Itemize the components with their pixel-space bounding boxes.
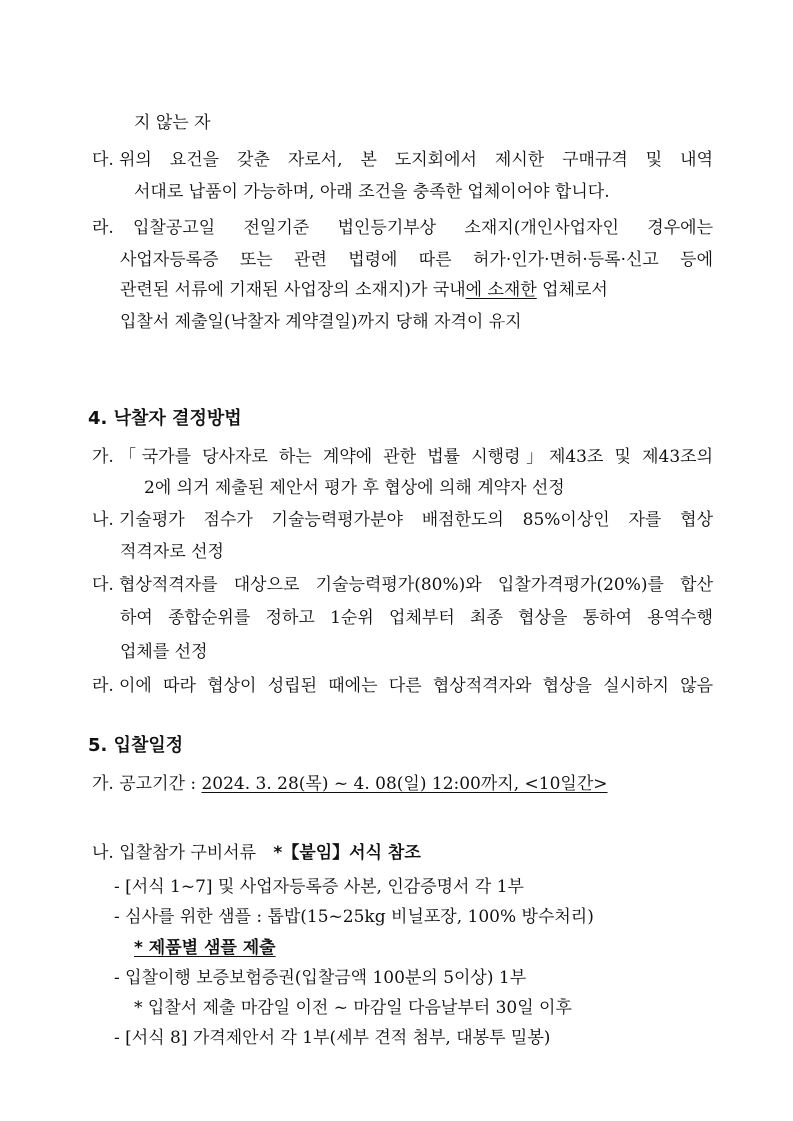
s4-marker-ga: 가. <box>92 447 114 467</box>
s5-doc-4: - [서식 8] 가격제안서 각 1부(세부 견적 첨부, 대봉투 밀봉) <box>114 1028 551 1048</box>
s4-ra-line1: 이에 따라 협상이 성립된 때에는 다른 협상적격자와 협상을 실시하지 않음 <box>119 676 713 696</box>
s4-da-line3: 업체를 선정 <box>120 642 208 662</box>
section5-title: 5. 입찰일정 <box>88 735 184 756</box>
s4-ga-line2: 2에 의거 제출된 제안서 평가 후 협상에 의해 계약자 선정 <box>144 478 565 498</box>
s5-doc-3: - 입찰이행 보증보험증권(입찰금액 100분의 5이상) 1부 <box>114 968 527 988</box>
s5-ga-line <box>92 772 608 796</box>
s5-doc-2: - 심사를 위한 샘플 : 톱밥(15~25kg 비닐포장, 100% 방수처리) <box>114 907 594 927</box>
s4-marker-na: 나. <box>92 510 114 530</box>
s5-marker-na: 나. <box>92 843 114 863</box>
s5-ga-label: 공고기간 : <box>119 774 202 794</box>
s4-ga-line1: 「국가를 당사자로 하는 계약에 관한 법률 시행령」제43조 및 제43조의 <box>119 447 713 467</box>
section4-title: 4. 낙찰자 결정방법 <box>88 408 242 429</box>
s5-doc-1: - [서식 1~7] 및 사업자등록증 사본, 인감증명서 각 1부 <box>114 877 524 897</box>
item-marker-da: 다. <box>92 150 114 170</box>
s4-da-line2: 하여 종합순위를 정하고 1순위 업체부터 최종 협상을 통하여 용역수행 <box>120 608 713 628</box>
s5-na-note: *【붙임】서식 참조 <box>273 843 421 863</box>
item-marker-ra: 라. <box>92 218 114 238</box>
item-ra-line1: 입찰공고일 전일기준 법인등기부상 소재지(개인사업자인 경우에는 <box>133 218 713 238</box>
item-ra-line3-b: 업체로서 <box>536 280 608 300</box>
s5-na-line <box>92 841 421 865</box>
item-ra-line3 <box>120 278 608 302</box>
s5-na-label: 입찰참가 구비서류 <box>119 843 257 863</box>
item-ra-line3-underlined: 에 소재한 <box>465 280 537 300</box>
s5-doc-3-note: * 입찰서 제출 마감일 이전 ~ 마감일 다음날부터 30일 이후 <box>134 998 572 1018</box>
s4-na-line2: 적격자로 선정 <box>120 542 224 562</box>
s4-marker-ra: 라. <box>92 676 114 696</box>
continuation-line: 지 않는 자 <box>134 113 211 133</box>
item-da-line1: 위의 요건을 갖춘 자로서, 본 도지회에서 제시한 구매규격 및 내역 <box>119 150 713 170</box>
item-da-line2: 서대로 납품이 가능하며, 아래 조건을 충족한 업체이어야 합니다. <box>134 182 610 202</box>
s4-da-line1: 협상적격자를 대상으로 기술능력평가(80%)와 입찰가격평가(20%)를 합산 <box>119 575 713 595</box>
s4-na-line1: 기술평가 점수가 기술능력평가분야 배점한도의 85%이상인 자를 협상 <box>119 510 713 530</box>
s4-marker-da: 다. <box>92 575 114 595</box>
s5-sample-note: * 제품별 샘플 제출 <box>134 938 276 958</box>
s5-ga-period: 2024. 3. 28(목) ~ 4. 08(일) 12:00까지, <10일간> <box>201 774 608 794</box>
item-ra-line2: 사업자등록증 또는 관련 법령에 따른 허가·인가·면허·등록·신고 등에 <box>120 250 713 270</box>
item-ra-line3-a: 관련된 서류에 기재된 사업장의 소재지)가 국내 <box>120 280 466 300</box>
s5-marker-ga: 가. <box>92 774 114 794</box>
item-ra-line4: 입찰서 제출일(낙찰자 계약결일)까지 당해 자격이 유지 <box>120 312 522 332</box>
